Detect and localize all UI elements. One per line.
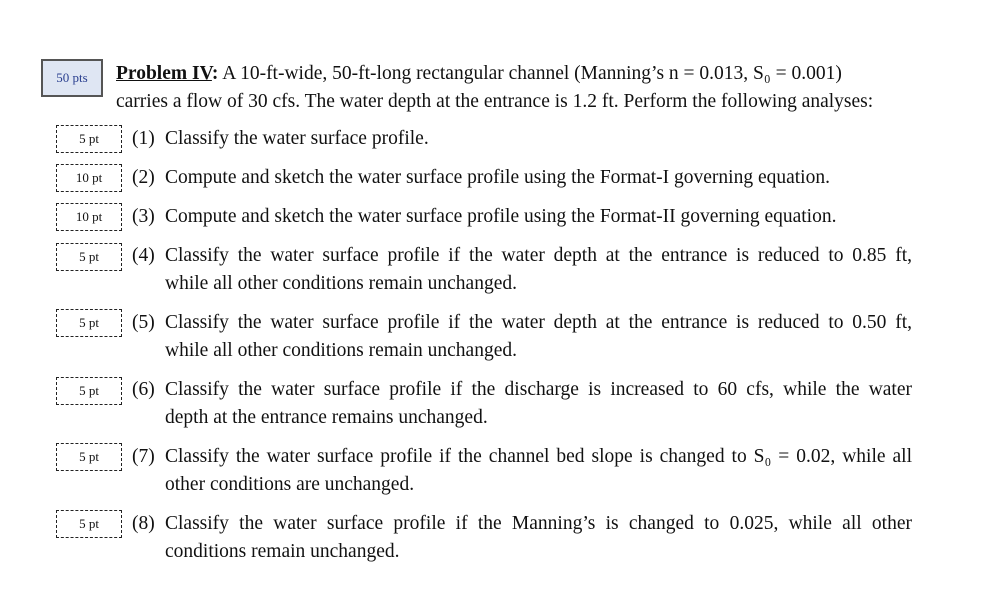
question-text: Compute and sketch the water surface profile using the Format-II governing equation. [165, 206, 837, 227]
question-line-1 [132, 443, 912, 471]
question-number: (2) [132, 167, 155, 188]
problem-title-colon: : [211, 63, 219, 84]
problem-statement [116, 60, 916, 116]
question-number: (4) [132, 245, 155, 266]
points-box-q8: 5 pt [56, 510, 122, 538]
question-6 [132, 376, 912, 432]
question-line-1 [132, 242, 912, 270]
question-line-1 [132, 125, 912, 153]
question-line-2: while all other conditions remain unchanged. [165, 273, 517, 294]
question-text: Compute and sketch the water surface profile using the Format-I governing equation. [165, 167, 830, 188]
question-line-2: other conditions are unchanged. [165, 474, 415, 495]
question-line-2: depth at the entrance remains unchanged. [165, 407, 488, 428]
intro-text-1: A 10-ft-wide, 50-ft-long rectangular channel (Manning’s n = 0.013, S₀ = 0.001) [218, 63, 842, 84]
question-2 [132, 164, 912, 192]
question-text: Classify the water surface profile if the water depth at the entrance is reduced to 0.50 ft, [165, 312, 912, 333]
question-line-2: conditions remain unchanged. [165, 541, 400, 562]
points-box-q1: 5 pt [56, 125, 122, 153]
points-box-q4: 5 pt [56, 243, 122, 271]
question-line-1 [132, 510, 912, 538]
question-text: Classify the water surface profile if the channel bed slope is changed to S₀ = 0.02, while all [165, 446, 912, 467]
question-line-2: while all other conditions remain unchanged. [165, 340, 517, 361]
question-3 [132, 203, 912, 231]
question-text: Classify the water surface profile if the discharge is increased to 60 cfs, while the water [165, 379, 912, 400]
question-text: Classify the water surface profile if the water depth at the entrance is reduced to 0.85 ft, [165, 245, 912, 266]
question-4 [132, 242, 912, 298]
question-8 [132, 510, 912, 566]
points-box-q5: 5 pt [56, 309, 122, 337]
question-number: (6) [132, 379, 155, 400]
question-line-1 [132, 376, 912, 404]
question-number: (1) [132, 128, 155, 149]
question-text: Classify the water surface profile. [165, 128, 429, 149]
question-line-1 [132, 164, 912, 192]
points-box-q6: 5 pt [56, 377, 122, 405]
points-box-q7: 5 pt [56, 443, 122, 471]
question-number: (5) [132, 312, 155, 333]
total-points-box: 50 pts [41, 59, 103, 97]
intro-line-1 [116, 60, 916, 88]
points-box-q3: 10 pt [56, 203, 122, 231]
question-7 [132, 443, 912, 499]
question-5 [132, 309, 912, 365]
question-line-1 [132, 203, 912, 231]
question-text: Classify the water surface profile if the Manning’s is changed to 0.025, while all other [165, 513, 912, 534]
question-1 [132, 125, 912, 153]
question-number: (8) [132, 513, 155, 534]
question-number: (7) [132, 446, 155, 467]
points-box-q2: 10 pt [56, 164, 122, 192]
intro-line-2: carries a flow of 30 cfs. The water depth at the entrance is 1.2 ft. Perform the following analyses: [116, 91, 874, 112]
problem-title: Problem IV [116, 63, 212, 84]
question-number: (3) [132, 206, 155, 227]
question-line-1 [132, 309, 912, 337]
